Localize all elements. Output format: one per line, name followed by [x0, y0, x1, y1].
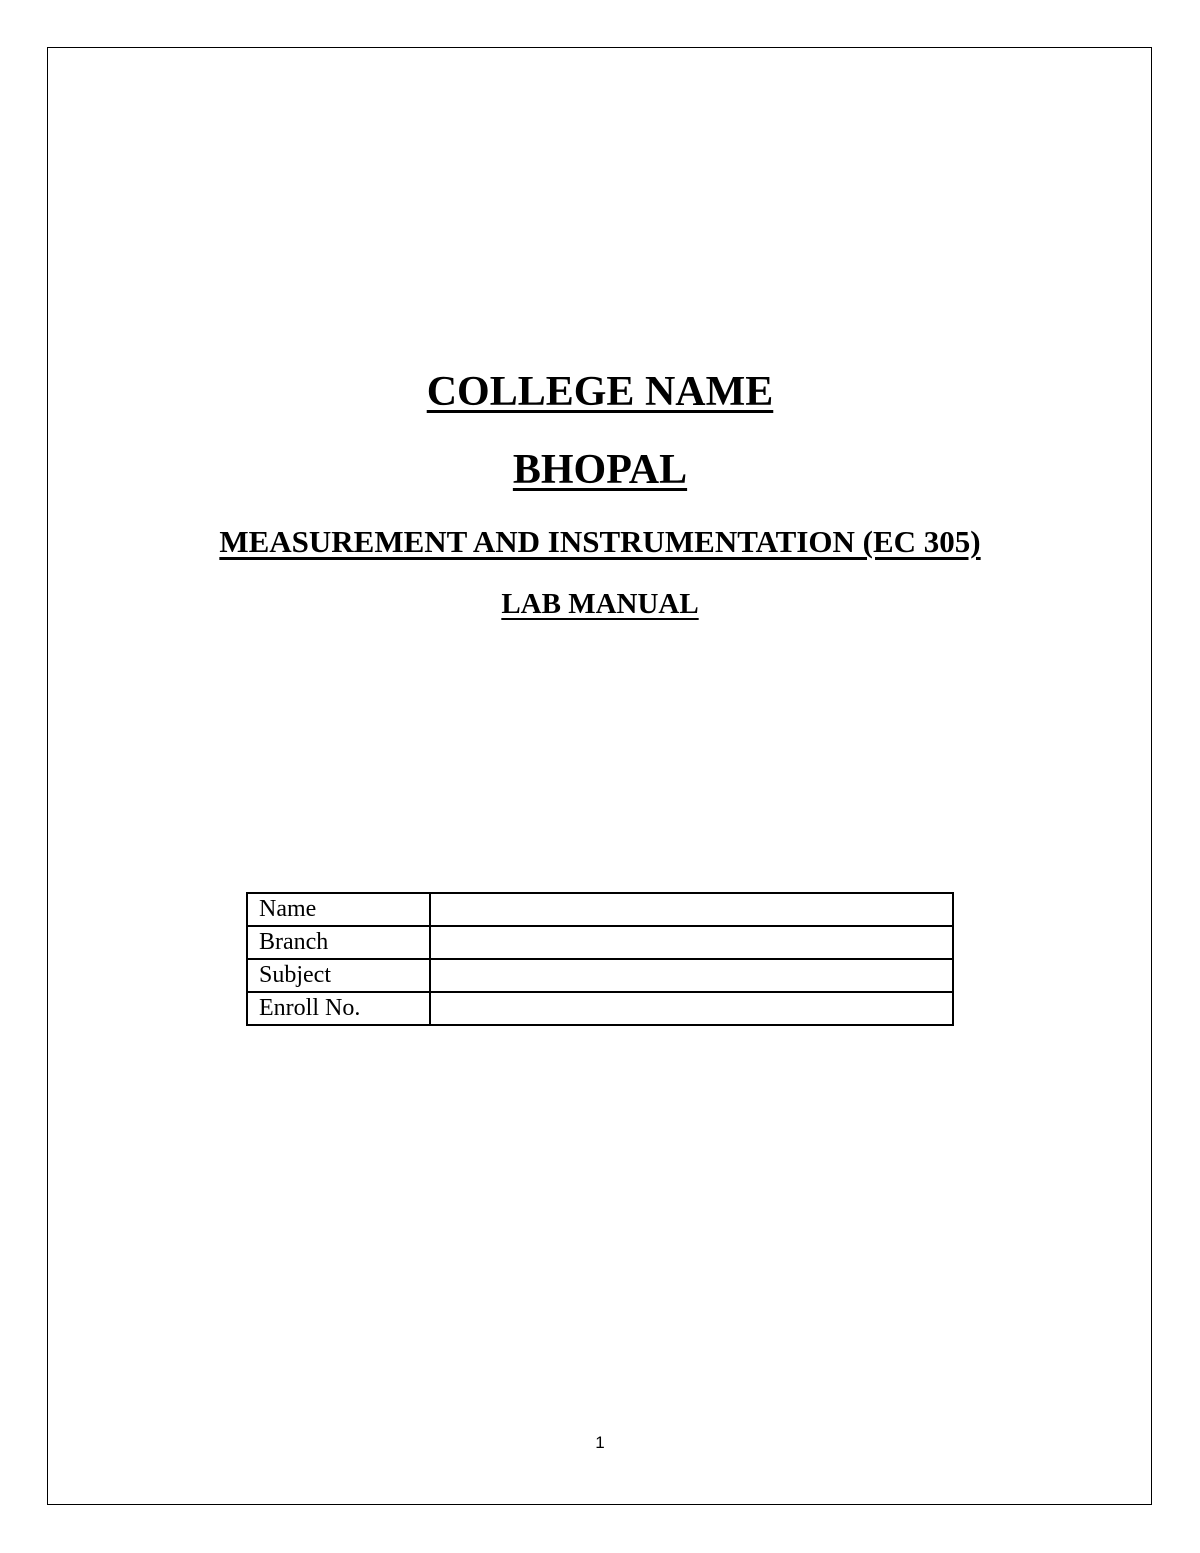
- name-label: Name: [247, 893, 430, 926]
- page-number: 1: [595, 1433, 605, 1452]
- name-value-field[interactable]: [430, 893, 953, 926]
- student-info-table: [246, 892, 954, 1026]
- page-border: [47, 47, 1152, 1505]
- lab-manual-heading: LAB MANUAL: [501, 588, 699, 620]
- table-row: [247, 959, 953, 992]
- subject-value-field[interactable]: [430, 959, 953, 992]
- enroll-no-value-field[interactable]: [430, 992, 953, 1025]
- branch-label: Branch: [247, 926, 430, 959]
- course-title-heading: MEASUREMENT AND INSTRUMENTATION (EC 305): [219, 524, 981, 559]
- enroll-no-label: Enroll No.: [247, 992, 430, 1025]
- table-row: [247, 992, 953, 1025]
- city-heading: BHOPAL: [512, 447, 688, 493]
- subject-label: Subject: [247, 959, 430, 992]
- table-row: [247, 926, 953, 959]
- college-name-heading: COLLEGE NAME: [426, 369, 774, 415]
- table-row: [247, 893, 953, 926]
- branch-value-field[interactable]: [430, 926, 953, 959]
